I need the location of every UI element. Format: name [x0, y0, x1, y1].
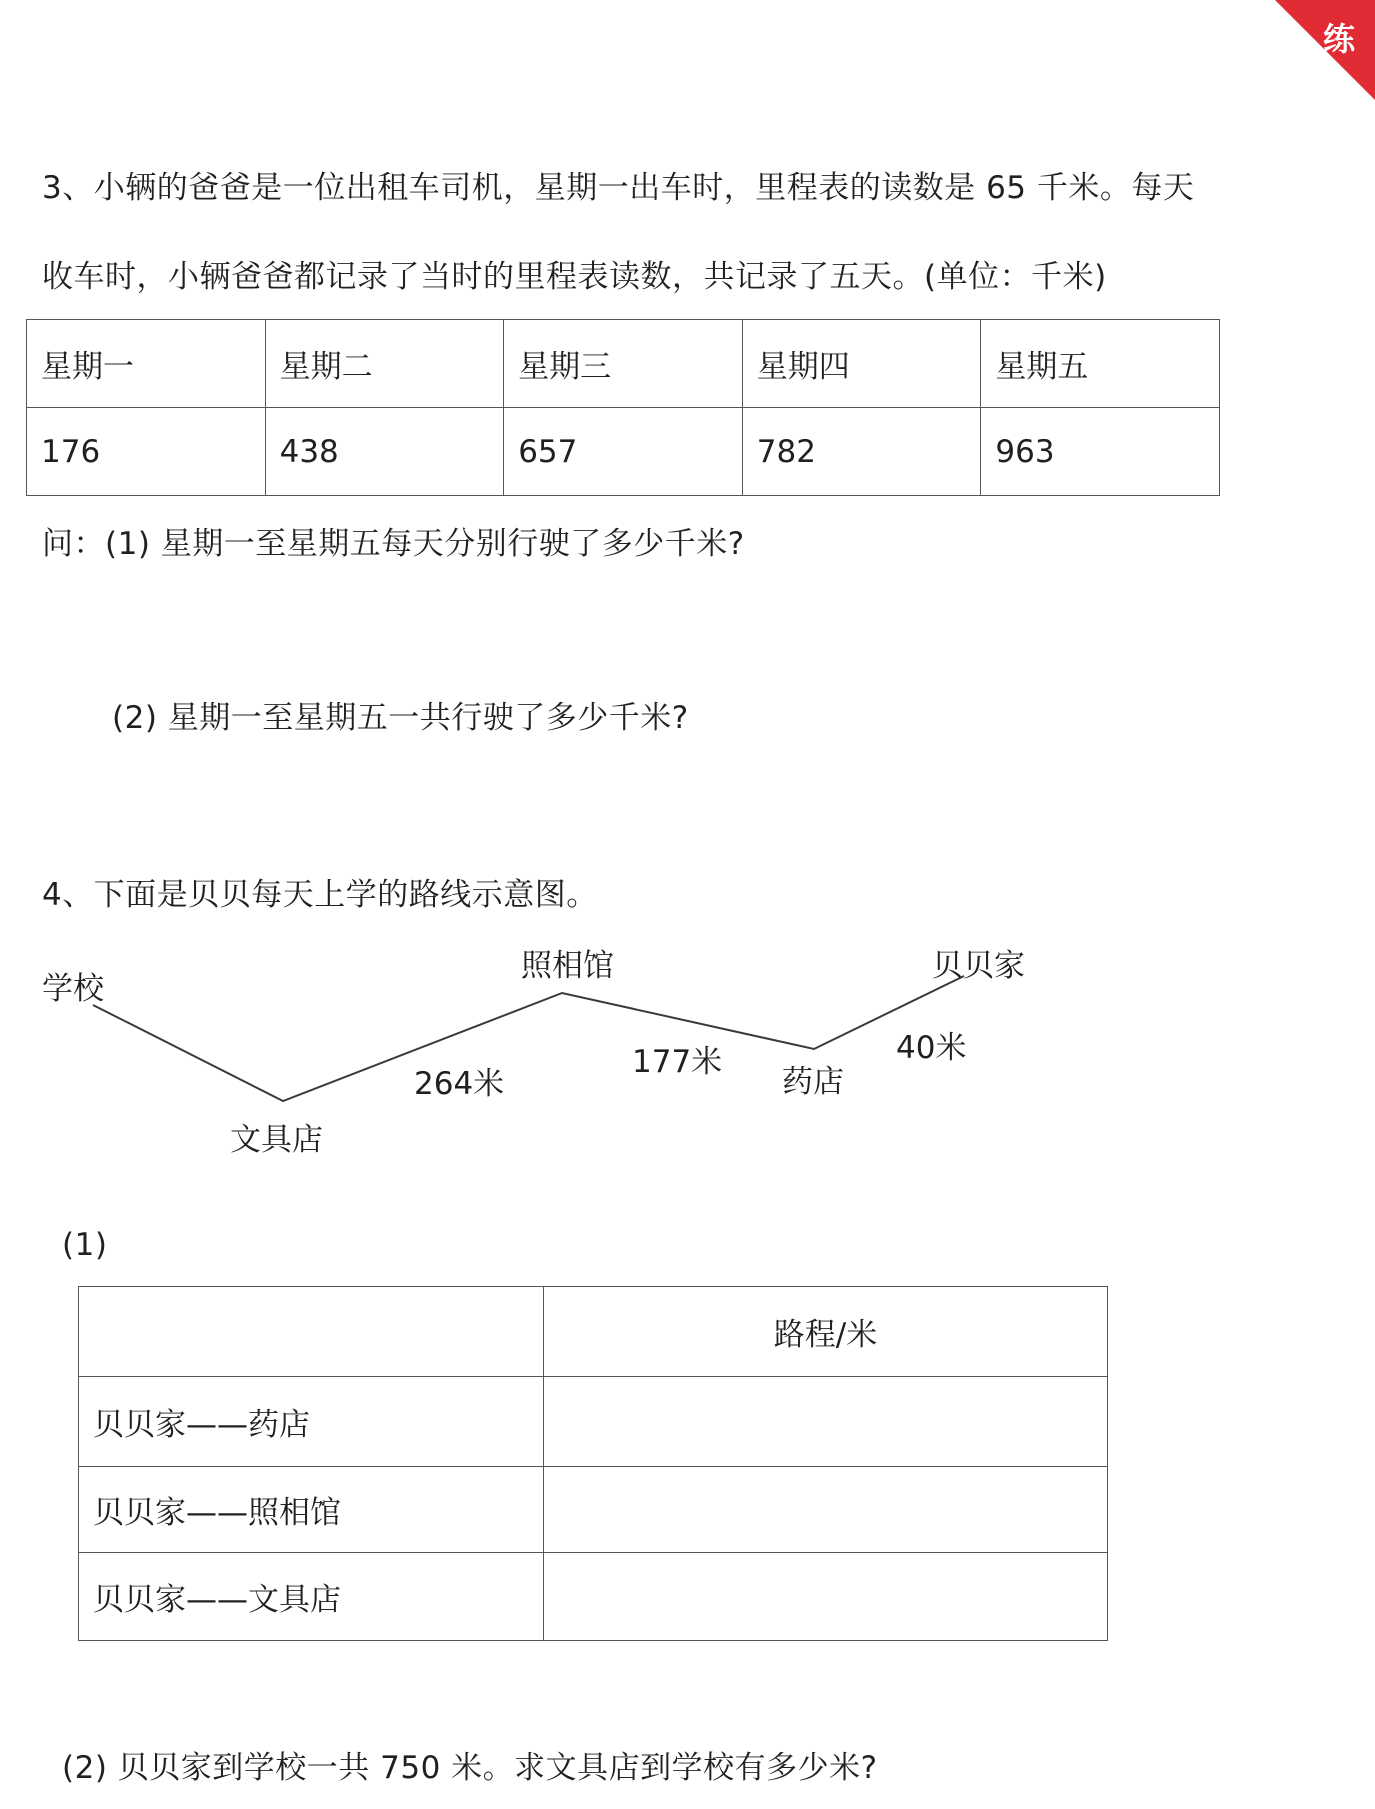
table-header-row	[79, 1287, 1108, 1377]
table-cell: 963	[981, 408, 1220, 496]
table-header-cell: 星期三	[504, 320, 743, 408]
table-cell: 贝贝家——文具店	[79, 1553, 544, 1641]
q3-text-line2: 收车时，小辆爸爸都记录了当时的里程表读数，共记录了五天。(单位：千米)	[42, 259, 1107, 295]
table-row	[79, 1377, 1108, 1467]
table-header-cell: 星期五	[981, 320, 1220, 408]
distance-label: 177米	[632, 1044, 723, 1080]
table-cell: 贝贝家——照相馆	[79, 1467, 544, 1553]
place-label-home: 贝贝家	[932, 948, 1025, 984]
answer-cell[interactable]	[544, 1467, 1108, 1553]
corner-tab-label: 练	[1322, 20, 1355, 58]
table-cell: 438	[265, 408, 504, 496]
table-header-cell: 路程/米	[544, 1287, 1108, 1377]
q4-intro: 4、下面是贝贝每天上学的路线示意图。	[42, 877, 598, 913]
table-header-cell: 星期四	[742, 320, 981, 408]
q4-part1-label: (1)	[62, 1227, 108, 1263]
table-cell: 657	[504, 408, 743, 496]
table-cell: 贝贝家——药店	[79, 1377, 544, 1467]
table-row	[79, 1467, 1108, 1553]
place-label-pharmacy: 药店	[782, 1064, 844, 1100]
q4-distance-table	[78, 1286, 1108, 1641]
q4-part2: (2) 贝贝家到学校一共 750 米。求文具店到学校有多少米?	[62, 1750, 878, 1786]
q3-sub-question-2: (2) 星期一至星期五一共行驶了多少千米?	[112, 700, 689, 736]
distance-label: 264米	[414, 1066, 505, 1102]
place-label-stationery: 文具店	[230, 1122, 323, 1158]
answer-cell[interactable]	[544, 1553, 1108, 1641]
q3-text-line1: 3、小辆的爸爸是一位出租车司机，星期一出车时，里程表的读数是 65 千米。每天	[42, 170, 1195, 206]
table-cell: 782	[742, 408, 981, 496]
table-row	[79, 1553, 1108, 1641]
table-header-cell: 星期二	[265, 320, 504, 408]
answer-cell[interactable]	[544, 1377, 1108, 1467]
table-header-cell	[79, 1287, 544, 1377]
table-header-cell: 星期一	[27, 320, 266, 408]
table-cell: 176	[27, 408, 266, 496]
distance-label: 40米	[896, 1030, 967, 1066]
place-label-photo-studio: 照相馆	[521, 948, 614, 984]
q3-sub-question-1: 问：(1) 星期一至星期五每天分别行驶了多少千米?	[42, 526, 745, 562]
place-label-school: 学校	[42, 971, 104, 1007]
